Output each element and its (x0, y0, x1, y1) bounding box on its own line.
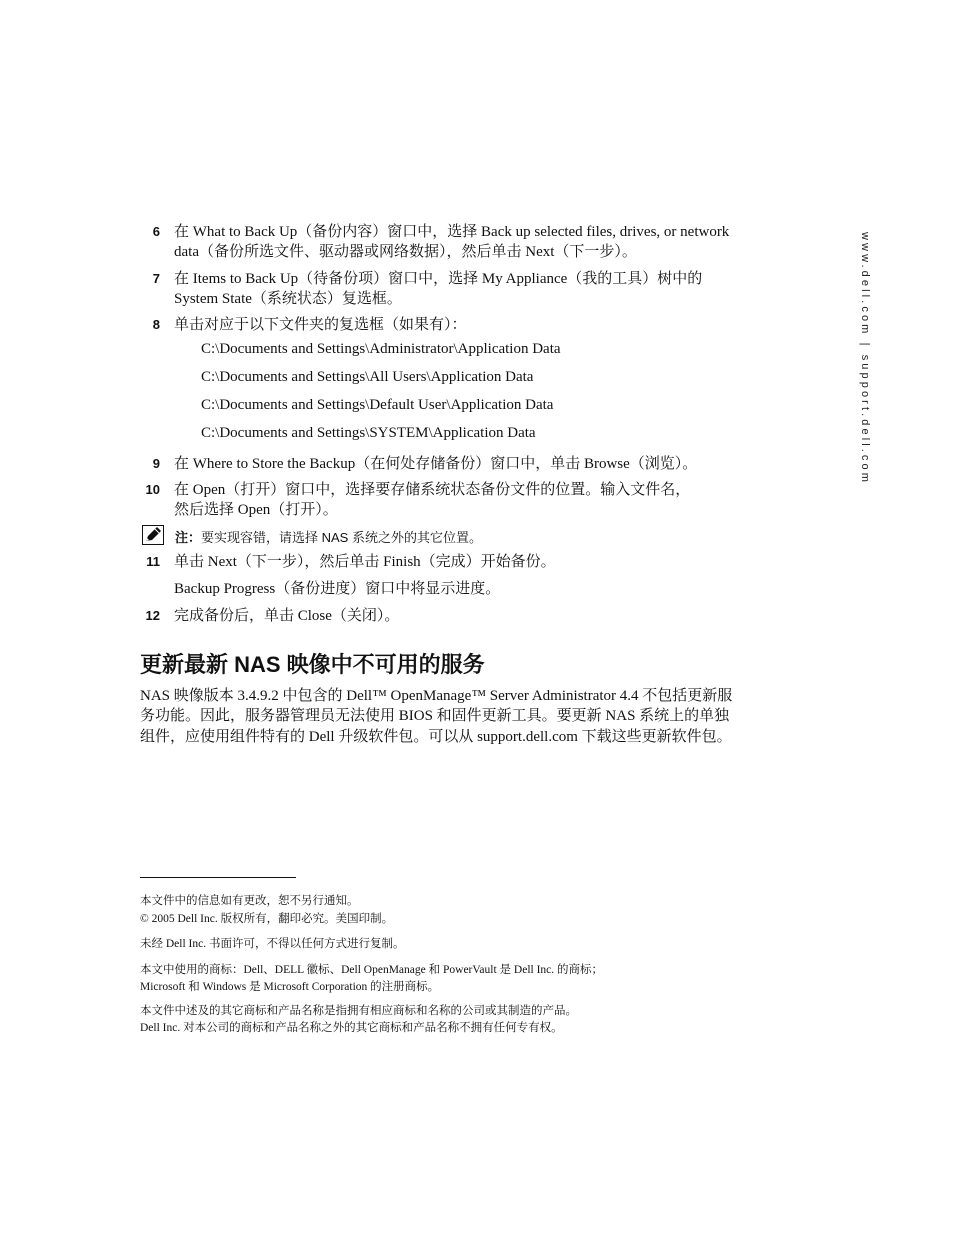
step-text (174, 315, 764, 335)
note-body: 要实现容错，请选择 NAS 系统之外的其它位置。 (201, 530, 482, 545)
note-label: 注： (175, 530, 202, 545)
paragraph-line: 组件，应使用组件特有的 Dell 升级软件包。可以从 support.dell.com 下载这些更新软件包。 (140, 729, 732, 745)
step-text (174, 454, 764, 474)
folder-path: C:\Documents and Settings\Administrator\Application Data (201, 341, 561, 357)
footnote-line: 未经 Dell Inc. 书面许可，不得以任何方式进行复制。 (140, 938, 405, 950)
step-number: 7 (152, 271, 160, 286)
step-line: 在 What to Back Up（备份内容）窗口中，选择 Back up selected files, drives, or network (174, 224, 730, 240)
step-text (174, 222, 764, 262)
step-number: 6 (152, 224, 160, 239)
step-11-detail: Backup Progress（备份进度）窗口中将显示进度。 (174, 581, 501, 597)
paragraph-line: 务功能。因此，服务器管理员无法使用 BIOS 和固件更新工具。要更新 NAS 系统上的单独 (140, 708, 730, 724)
step-number: 9 (152, 456, 160, 471)
step-number: 8 (152, 317, 160, 332)
folder-path: C:\Documents and Settings\SYSTEM\Application Data (201, 425, 536, 441)
section-heading: 更新最新 NAS 映像中不可用的服务 (140, 652, 485, 677)
note-text (175, 527, 482, 546)
footnote-line: 本文中使用的商标：Dell、DELL 徽标、Dell OpenManage 和 PowerVault 是 Dell Inc. 的商标； (140, 964, 604, 976)
step-number: 11 (146, 554, 160, 569)
step-text (174, 552, 764, 572)
footnote-line: Microsoft 和 Windows 是 Microsoft Corporation 的注册商标。 (140, 981, 440, 993)
step-line: 完成备份后，单击 Close（关闭）。 (174, 608, 400, 624)
step-text (174, 480, 764, 520)
footnote-divider (140, 877, 296, 878)
side-url: www.dell.com | support.dell.com (859, 232, 871, 486)
step-line: 在 Where to Store the Backup（在何处存储备份）窗口中，单击 Browse（浏览）。 (174, 456, 698, 472)
folder-path: C:\Documents and Settings\All Users\Application Data (201, 369, 534, 385)
step-line: 在 Items to Back Up（待备份项）窗口中，选择 My Appliance（我的工具）树中的 (174, 271, 703, 287)
pencil-note-icon (142, 525, 164, 545)
footnote-line: 本文件中述及的其它商标和产品名称是指拥有相应商标和名称的公司或其制造的产品。 (140, 1005, 577, 1017)
paragraph-line: NAS 映像版本 3.4.9.2 中包含的 Dell™ OpenManage™ Server Administrator 4.4 不包括更新服 (140, 688, 733, 704)
step-line: 单击 Next（下一步），然后单击 Finish（完成）开始备份。 (174, 554, 556, 570)
step-number: 10 (145, 482, 160, 497)
footnote-line: Dell Inc. 对本公司的商标和产品名称之外的其它商标和产品名称不拥有任何专有权。 (140, 1022, 563, 1034)
step-line: 在 Open（打开）窗口中，选择要存储系统状态备份文件的位置。输入文件名， (174, 482, 691, 498)
step-line: data（备份所选文件、驱动器或网络数据），然后单击 Next（下一步）。 (174, 244, 637, 260)
step-text (174, 606, 764, 626)
step-number: 12 (145, 608, 160, 623)
footnote-line: 本文件中的信息如有更改，恕不另行通知。 (140, 895, 359, 907)
footnote-line: © 2005 Dell Inc. 版权所有，翻印必究。美国印制。 (140, 913, 394, 925)
step-line: System State（系统状态）复选框。 (174, 291, 402, 307)
step-line: 单击对应于以下文件夹的复选框（如果有）： (174, 317, 467, 333)
step-line: 然后选择 Open（打开）。 (174, 502, 338, 518)
step-text (174, 269, 764, 309)
folder-path: C:\Documents and Settings\Default User\Application Data (201, 397, 554, 413)
